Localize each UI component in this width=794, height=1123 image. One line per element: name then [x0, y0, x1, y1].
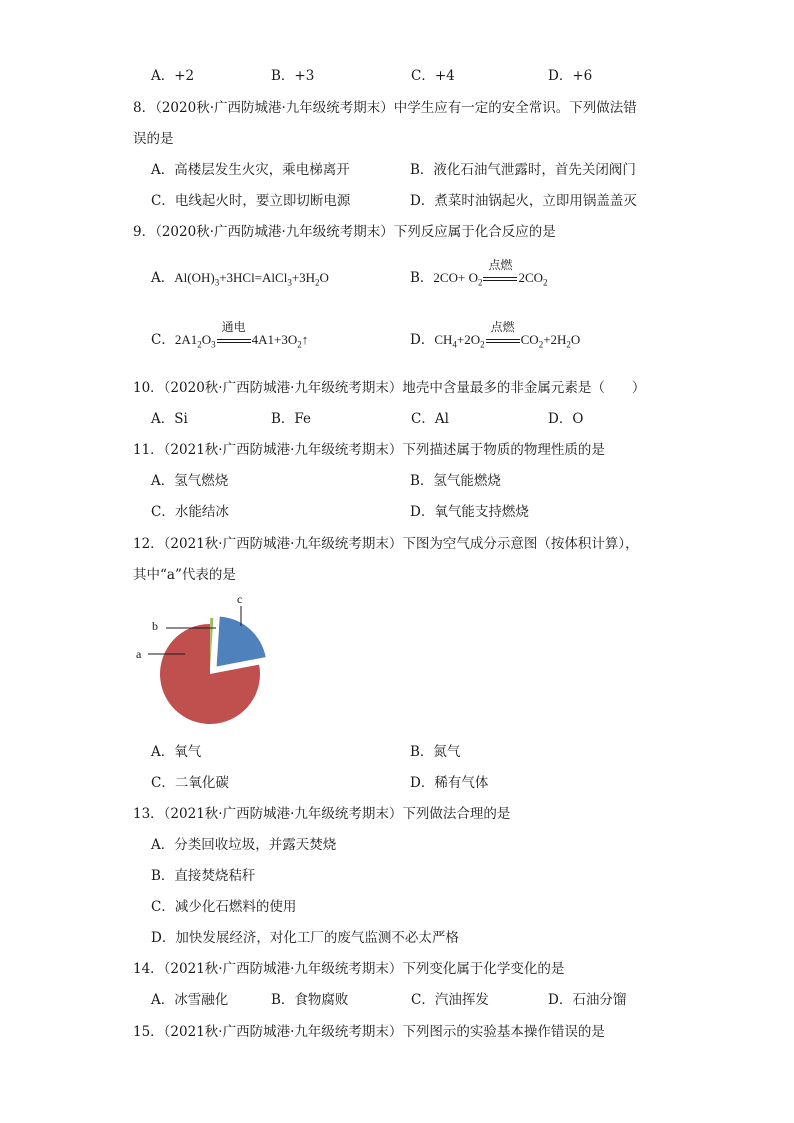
question-stem-cont: 其中“a”代表的是 — [133, 567, 236, 583]
question-stem: 14．（2021秋·广西防城港·九年级统考期末）下列变化属于化学变化的是 — [133, 961, 565, 977]
option-b: B．+3 — [271, 68, 315, 84]
slice-label-b: b — [152, 619, 158, 633]
equation-a: $Al(OH)_3+3HCl=AlCl_3+3H_2O$ — [174, 270, 329, 288]
option-b: B．直接焚烧秸秆 — [151, 868, 256, 884]
option-letter: C． — [151, 332, 175, 348]
question-stem: 11．（2021秋·广西防城港·九年级统考期末）下列描述属于物质的物理性质的是 — [133, 442, 605, 458]
reaction-condition: 点燃 — [483, 268, 517, 288]
option-a: A．分类回收垃圾，并露天焚烧 — [151, 837, 337, 853]
option-a: A．氢气燃烧 — [151, 473, 229, 489]
option-b: B．食物腐败 — [271, 992, 349, 1008]
question-stem: 10．（2020秋·广西防城港·九年级统考期末）地壳中含量最多的非金属元素是（ ） — [133, 380, 646, 396]
equation-b: $2CO+ O_2$ 点燃 $2CO_2$ — [433, 258, 548, 288]
option-d: D．O — [548, 411, 584, 427]
option-a: A．冰雪融化 — [151, 992, 229, 1008]
option-c: C．水能结冰 — [151, 504, 229, 520]
pie-slice-b — [210, 618, 213, 668]
option-a: A．Si — [151, 411, 188, 427]
option-c: C．电线起火时，要立即切断电源 — [151, 193, 351, 209]
option-d: D．石油分馏 — [548, 992, 627, 1008]
option-d: D．稀有气体 — [410, 775, 489, 791]
option-d: D．氧气能支持燃烧 — [410, 504, 529, 520]
option-d: D．煮菜时油锅起火，立即用锅盖盖灭 — [410, 193, 637, 209]
option-a — [151, 268, 329, 293]
air-composition-pie-chart — [130, 592, 290, 732]
option-c: C．汽油挥发 — [411, 992, 489, 1008]
option-a: A．氧气 — [151, 744, 202, 760]
slice-label-a: a — [136, 647, 142, 661]
option-letter: B． — [410, 270, 434, 286]
question-stem: 12．（2021秋·广西防城港·九年级统考期末）下图为空气成分示意图（按体积计算）， — [133, 536, 639, 552]
reaction-condition: 通电 — [217, 330, 251, 350]
option-c: C．减少化石燃料的使用 — [151, 899, 297, 915]
equation-c: $2A1_2O_3$ 通电 $4A1+3O_2↑$ — [174, 320, 309, 350]
option-b: B．Fe — [271, 411, 312, 427]
option-a: A．+2 — [151, 68, 195, 84]
option-d: D．+6 — [548, 68, 593, 84]
option-c: C．二氧化碳 — [151, 775, 229, 791]
option-b — [410, 258, 548, 293]
option-b: B．氮气 — [410, 744, 461, 760]
slice-label-c: c — [237, 592, 243, 606]
option-b: B．氢气能燃烧 — [410, 473, 501, 489]
option-c — [151, 320, 309, 355]
option-d: D．加快发展经济，对化工厂的废气监测不必太严格 — [151, 930, 459, 946]
question-stem: 8．（2020秋·广西防城港·九年级统考期末）中学生应有一定的安全常识。下列做法错 — [133, 100, 637, 116]
question-stem: 15．（2021秋·广西防城港·九年级统考期末）下列图示的实验基本操作错误的是 — [133, 1024, 605, 1040]
question-stem: 9．（2020秋·广西防城港·九年级统考期末）下列反应属于化合反应的是 — [133, 224, 556, 240]
option-c: C．Al — [411, 411, 449, 427]
question-stem-cont: 误的是 — [133, 131, 174, 147]
reaction-condition: 点燃 — [486, 330, 520, 350]
option-a: A．高楼层发生火灾，乘电梯离开 — [151, 162, 350, 178]
option-letter: D． — [410, 332, 435, 348]
option-d — [410, 320, 581, 355]
option-b: B．液化石油气泄露时，首先关闭阀门 — [410, 162, 636, 178]
equation-d: $CH_4+2O_2$ 点燃 $CO_2+2H_2O$ — [434, 320, 581, 350]
option-letter: A． — [151, 270, 175, 286]
option-c: C．+4 — [411, 68, 455, 84]
question-stem: 13．（2021秋·广西防城港·九年级统考期末）下列做法合理的是 — [133, 806, 511, 822]
